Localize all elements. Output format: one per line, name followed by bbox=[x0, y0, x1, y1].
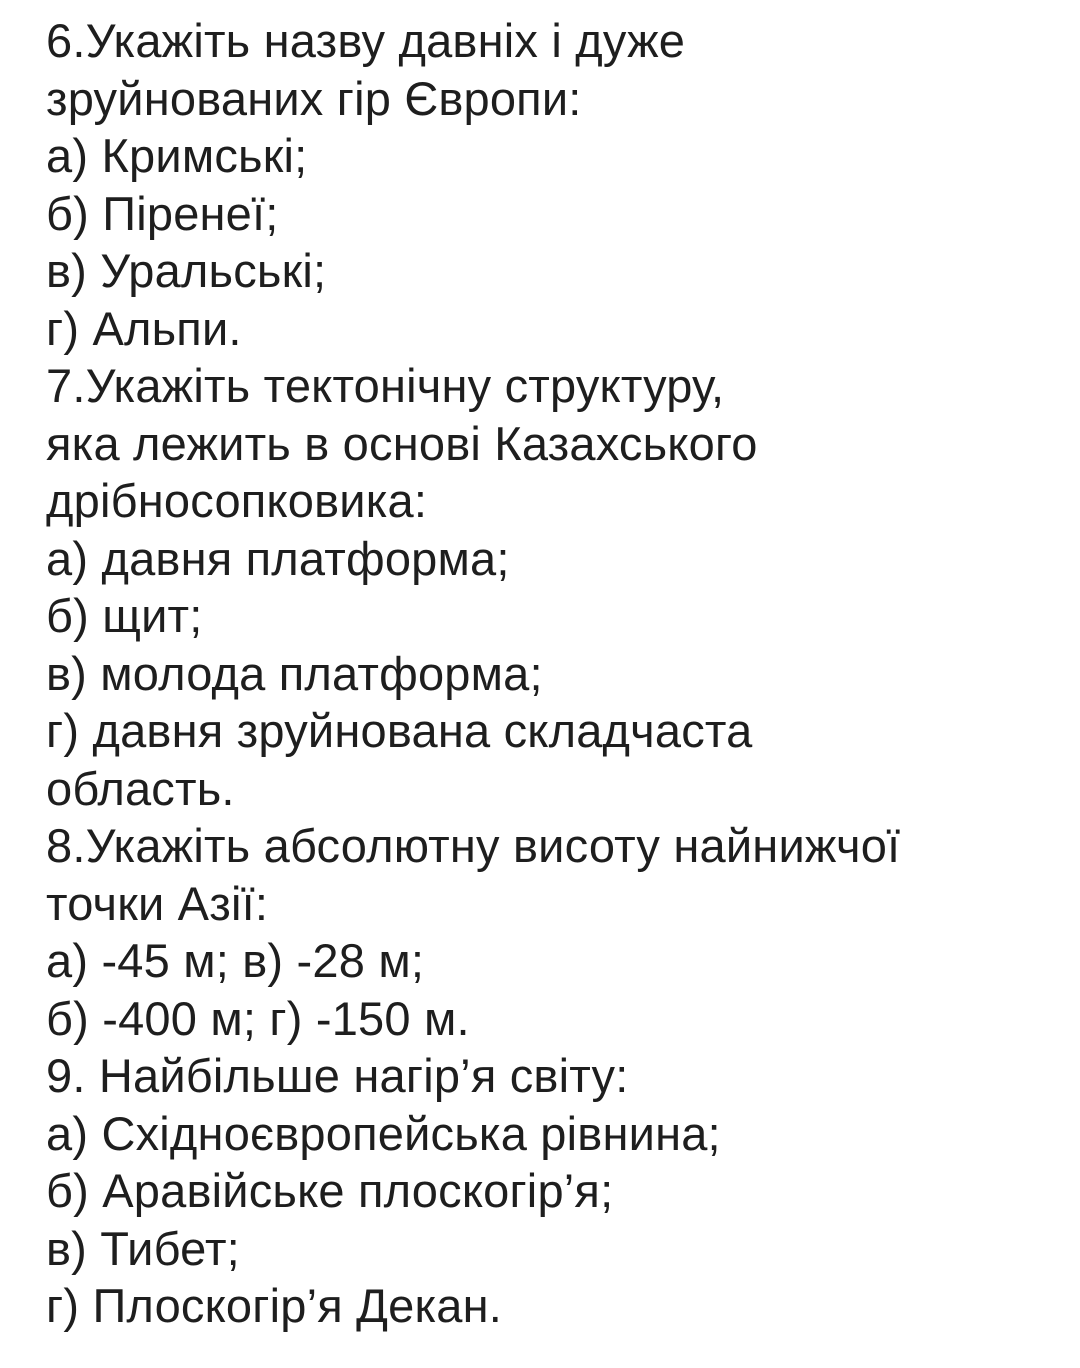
question-7-option-b: б) щит; bbox=[46, 589, 203, 642]
question-8-options-b-d: б) -400 м; г) -150 м. bbox=[46, 991, 470, 1045]
question-9-option-c: в) Тибет; bbox=[46, 1221, 240, 1275]
question-7-prompt-line-3: дрібносопковика: bbox=[46, 474, 428, 527]
question-9-option-a: а) Східноєвропейська рівнина; bbox=[46, 1106, 721, 1160]
question-8 bbox=[46, 817, 1066, 1047]
question-6-prompt-line-2: зруйнованих гір Європи: bbox=[46, 71, 582, 125]
question-7-prompt-line-2: яка лежить в основі Казахського bbox=[46, 416, 758, 470]
question-9-option-d: г) Плоскогір’я Декан. bbox=[46, 1279, 503, 1332]
question-6 bbox=[46, 12, 1066, 357]
question-8-prompt-line-1: 8.Укажіть абсолютну висоту найнижчої bbox=[46, 819, 901, 872]
question-6-option-d: г) Альпи. bbox=[46, 301, 242, 355]
question-9-prompt: 9. Найбільше нагір’я світу: bbox=[46, 1049, 629, 1102]
question-9 bbox=[46, 1047, 1066, 1335]
question-7-option-a: а) давня платформа; bbox=[46, 531, 510, 585]
question-6-option-b: б) Піренеї; bbox=[46, 186, 279, 240]
question-6-option-a: а) Кримські; bbox=[46, 129, 308, 182]
question-8-options-a-c: а) -45 м; в) -28 м; bbox=[46, 934, 425, 987]
question-6-prompt-line-1: 6.Укажіть назву давніх і дуже bbox=[46, 14, 686, 67]
question-9-option-b: б) Аравійське плоскогір’я; bbox=[46, 1164, 614, 1217]
question-7 bbox=[46, 357, 1066, 817]
question-7-option-d-line-1: г) давня зруйнована складчаста bbox=[46, 704, 753, 757]
quiz-text-block bbox=[46, 12, 1066, 1335]
question-7-option-c: в) молода платформа; bbox=[46, 646, 543, 700]
question-7-prompt-line-1: 7.Укажіть тектонічну структуру, bbox=[46, 359, 725, 412]
question-6-option-c: в) Уральські; bbox=[46, 244, 327, 297]
question-8-prompt-line-2: точки Азії: bbox=[46, 876, 269, 930]
question-7-option-d-line-2: область. bbox=[46, 761, 235, 815]
